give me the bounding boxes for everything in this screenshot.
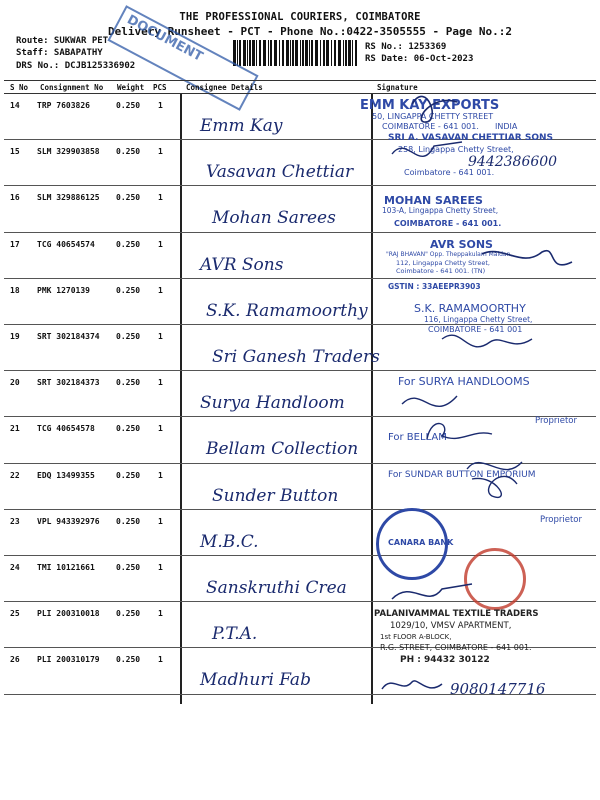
row-pcs: 1: [158, 516, 163, 526]
handwritten-consignee: Sanskruthi Crea: [206, 578, 347, 598]
row-consignment-number: SLM 329903858: [37, 147, 100, 157]
signature-stamp-line: 112, Lingappa Chetty Street,: [396, 259, 490, 267]
row-consignment-number: SRT 302184374: [37, 332, 100, 341]
signature-stamp-line: "RAJ BHAVAN" Opp. Theppakulam Maidan,: [386, 251, 513, 258]
handwritten-consignee: S.K. Ramamoorthy: [206, 300, 368, 321]
barcode-bar: [315, 40, 318, 66]
barcode-bar: [290, 40, 291, 66]
signature-stamp: AVR SONS: [430, 238, 493, 251]
handwritten-consignee: Bellam Collection: [206, 439, 359, 460]
barcode-bar: [237, 40, 238, 66]
barcode-bar: [252, 40, 255, 66]
row-sno: 22: [10, 470, 20, 480]
barcode-bar: [239, 40, 241, 66]
handwritten-consignee: Surya Handloom: [200, 393, 345, 414]
row-weight: 0.250: [116, 193, 141, 203]
signature-stamp-line: COIMBATORE - 641 001.: [382, 122, 479, 131]
handwritten-consignee: Sunder Button: [212, 485, 339, 506]
barcode-bar: [334, 40, 336, 66]
barcode-bar: [352, 40, 353, 66]
route-label: Route: SUKWAR PET: [16, 36, 109, 46]
barcode-bar: [345, 40, 347, 66]
handwritten-consignee: Emm Kay: [200, 116, 283, 136]
row-sno: 18: [10, 285, 20, 295]
row-pcs: 1: [158, 424, 163, 434]
row-consignment-number: SRT 302184373: [37, 378, 100, 388]
signature-stamp: For SURYA HANDLOOMS: [398, 375, 530, 388]
signature-stamp: EMM KAY EXPORTS: [360, 98, 500, 113]
barcode-bar: [286, 40, 289, 66]
handwritten-phone: 9442386600: [468, 154, 558, 170]
row-sno: 14: [10, 101, 20, 110]
row-weight: 0.250: [116, 609, 141, 619]
barcode-bar: [305, 40, 308, 66]
row-consignment-number: PLI 200310179: [37, 655, 100, 665]
row-pcs: 1: [158, 285, 163, 295]
barcode-bar: [348, 40, 351, 66]
barcode-bar: [311, 40, 313, 66]
signature-stamp: MOHAN SAREES: [384, 194, 483, 207]
row-sno: 24: [10, 563, 20, 572]
row-pcs: 1: [158, 609, 163, 619]
barcode-bar: [263, 40, 266, 66]
row-weight: 0.250: [116, 424, 141, 434]
barcode-bar: [295, 40, 298, 66]
row-weight: 0.250: [116, 563, 141, 572]
row-weight: 0.250: [116, 239, 141, 249]
col-sno: S No: [10, 83, 29, 92]
row-pcs: 1: [158, 101, 163, 110]
row-sno: 25: [10, 609, 20, 619]
row-pcs: 1: [158, 470, 163, 480]
row-sno: 15: [10, 147, 20, 157]
rs-date: RS Date: 06-Oct-2023: [365, 54, 474, 64]
row-consignment-number: TCG 40654578: [37, 424, 95, 434]
handwritten-consignee: Madhuri Fab: [200, 670, 311, 691]
row-sno: 16: [10, 193, 20, 203]
handwritten-phone: 9080147716: [450, 680, 546, 698]
runsheet-subtitle: Delivery Runsheet - PCT - Phone No.:0422-3505555 - Page No.:2: [108, 25, 512, 38]
row-consignment-number: EDQ 13499355: [37, 470, 95, 480]
signature-stamp-line: 50, LINGAPPA CHETTY STREET: [372, 112, 494, 121]
barcode-bar: [309, 40, 310, 66]
signature-stamp: S.K. RAMAMOORTHY: [414, 302, 526, 315]
row-weight: 0.250: [116, 101, 141, 110]
barcode-bar: [243, 40, 246, 66]
signature-stamp-line: GSTIN : 33AEEPR3903: [388, 282, 481, 291]
barcode-bar: [331, 40, 332, 66]
row-consignment-number: VPL 943392976: [37, 516, 100, 526]
signature-stamp-line: Coimbatore - 641 001.: [404, 168, 495, 177]
row-weight: 0.250: [116, 378, 141, 388]
signature-stamp: For SUNDAR BUTTON EMPORIUM: [388, 470, 536, 480]
row-pcs: 1: [158, 193, 163, 203]
signature-stamp-line: R.G. STREET, COIMBATORE - 641 001.: [380, 643, 532, 652]
signature-stamp-line: Coimbatore - 641 001. (TN): [396, 267, 486, 275]
handwritten-consignee: Mohan Sarees: [212, 208, 336, 229]
barcode-bar: [343, 40, 344, 66]
barcode-bar: [320, 40, 321, 66]
row-weight: 0.250: [116, 332, 141, 341]
handwritten-consignee: M.B.C.: [200, 531, 259, 552]
signature-stamp-line: INDIA: [495, 122, 518, 131]
signature-stamp-line: Proprietor: [535, 416, 577, 426]
barcode: [233, 40, 359, 66]
row-sno: 23: [10, 516, 20, 526]
row-weight: 0.250: [116, 655, 141, 665]
signature-stamp-line: COIMBATORE - 641 001.: [394, 219, 502, 228]
signature-stamp-line: 258, Lingappa Chetty Street,: [398, 145, 514, 154]
handwritten-consignee: Sri Ganesh Traders: [212, 347, 380, 367]
barcode-bar: [256, 40, 257, 66]
handwritten-signature-scribbles: [372, 84, 594, 704]
barcode-bar: [268, 40, 269, 66]
row-pcs: 1: [158, 147, 163, 157]
col-pcs: PCS: [153, 83, 167, 92]
col-signature: Signature: [377, 83, 418, 92]
signature-stamp: For BELLAM: [388, 432, 447, 443]
barcode-bar: [300, 40, 301, 66]
staff-label: Staff: SABAPATHY: [16, 48, 103, 58]
handwritten-consignee: P.T.A.: [212, 624, 258, 645]
row-pcs: 1: [158, 563, 163, 572]
barcode-bar: [338, 40, 341, 66]
signature-stamp: PALANIVAMMAL TEXTILE TRADERS: [374, 609, 539, 619]
barcode-bar: [355, 40, 357, 66]
row-consignment-number: TRP 7603826: [37, 101, 90, 110]
row-consignment-number: PLI 200310018: [37, 609, 100, 619]
company-title: THE PROFESSIONAL COURIERS, COIMBATORE: [179, 11, 421, 23]
barcode-bar: [279, 40, 280, 66]
col-consignment: Consignment No: [40, 83, 104, 92]
signature-stamp-line: 1st FLOOR A-BLOCK,: [380, 633, 452, 641]
row-pcs: 1: [158, 239, 163, 249]
signature-stamp-line: COIMBATORE - 641 001: [428, 325, 523, 334]
row-sno: 19: [10, 332, 20, 341]
drs-number: DRS No.: DCJB125336902: [16, 61, 136, 71]
barcode-bar: [302, 40, 304, 66]
barcode-bar: [247, 40, 248, 66]
row-sno: 26: [10, 655, 20, 665]
signature-stamp-line: Proprietor: [540, 515, 582, 525]
signature-stamp-line: PH : 94432 30122: [400, 655, 490, 665]
row-sno: 20: [10, 378, 20, 388]
barcode-bar: [270, 40, 272, 66]
signature-stamp-line: 103-A, Lingappa Chetty Street,: [382, 206, 499, 215]
row-weight: 0.250: [116, 516, 141, 526]
row-pcs: 1: [158, 332, 163, 341]
row-pcs: 1: [158, 655, 163, 665]
row-weight: 0.250: [116, 147, 141, 157]
rs-number: RS No.: 1253369: [365, 42, 447, 52]
signature-stamp-line: 116, Lingappa Chetty Street,: [424, 315, 533, 324]
barcode-bar: [292, 40, 294, 66]
col-weight: Weight: [117, 83, 145, 92]
row-consignment-number: SLM 329886125: [37, 193, 100, 203]
col-details: Consignee Details: [186, 83, 263, 92]
barcode-bar: [323, 40, 325, 66]
barcode-bar: [274, 40, 277, 66]
row-pcs: 1: [158, 378, 163, 388]
barcode-bar: [249, 40, 251, 66]
row-sno: 17: [10, 239, 20, 249]
handwritten-consignee: Vasavan Chettiar: [206, 162, 354, 183]
row-weight: 0.250: [116, 470, 141, 480]
row-sno: 21: [10, 424, 20, 434]
row-weight: 0.250: [116, 285, 141, 295]
row-consignment-number: TCG 40654574: [37, 239, 95, 249]
barcode-bar: [282, 40, 284, 66]
row-consignment-number: PMK 1270139: [37, 285, 90, 295]
barcode-bar: [326, 40, 329, 66]
bank-seal-text: CANARA BANK: [388, 538, 454, 547]
document-stamp: DOCUMENT: [107, 5, 258, 111]
signature-stamp-line: 1029/10, VMSV APARTMENT,: [390, 621, 512, 631]
row-consignment-number: TMI 10121661: [37, 563, 95, 572]
handwritten-consignee: AVR Sons: [200, 254, 284, 275]
barcode-bar: [259, 40, 261, 66]
signature-stamp: SRI A. VASAVAN CHETTIAR SONS: [388, 133, 554, 143]
